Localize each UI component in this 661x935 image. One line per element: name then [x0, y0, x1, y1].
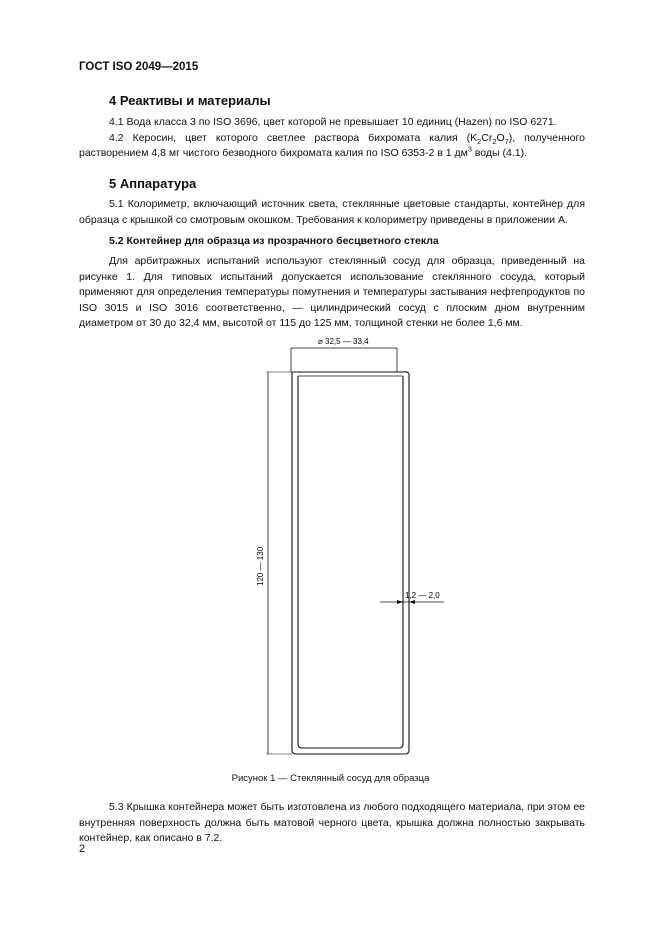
glass-vessel-drawing — [230, 330, 450, 760]
wall-thickness-label: 1,2 — 2,0 — [405, 591, 440, 600]
figure-caption: Рисунок 1 — Стеклянный сосуд для образца — [231, 773, 430, 784]
document-id: ГОСТ ISO 2049—2015 — [79, 61, 199, 73]
vessel-lip — [402, 372, 409, 376]
vessel-outer-wall — [292, 372, 409, 754]
paragraph-5-1: 5.1 Колориметр, включающий источник света, стеклянные цветовые стандарты, контейнер для образца с крышкой со смотровым окошком. Требования к колориметру приведены в приложении А. — [79, 198, 585, 226]
vessel-inner-wall — [298, 376, 403, 748]
wall-arrow-right — [409, 600, 415, 604]
section-5-title: 5 Аппаратура — [109, 176, 197, 191]
paragraph-4-1: 4.1 Вода класса 3 по ISO 3696, цвет которой не превышает 10 единиц (Hazen) по ISO 6271. — [109, 116, 557, 128]
page-number: 2 — [79, 843, 86, 855]
paragraph-5-2: Для арбитражных испытаний используют стеклянный сосуд для образца, приведенный на рисунке 1. Для типовых испытаний допускается использование стеклянного сосуда, который применяют для определения температуры помутнения и температуры застывания нефтепродуктов по ISO 3015 и ISO 3016 соответственно, — цилиндрический сосуд с плоским дном внутренним диаметром от 30 до 32,4 мм, высотой от 115 до 125 мм, толщиной стенки не более 1,6 мм. — [79, 255, 585, 330]
height-label: 120 — 130 — [256, 546, 265, 586]
paragraph-4-2: 4.2 Керосин, цвет которого светлее раствора бихромата калия $(K_2Cr_2O_7)$, полученного растворением 4,8 мг чистого безводного бихромата калия по ISO 6353-2 в 1 $дм^3$ воды (4.1). — [79, 131, 585, 160]
paragraph-5-3: 5.3 Крышка контейнера может быть изготовлена из любого подходящего материала, при этом ее внутренняя поверхность должна быть матовой черного цвета, крышка должна полностью закрывать контейнер, как описано в 7.2. — [79, 801, 585, 845]
section-4-title: 4 Реактивы и материалы — [109, 93, 271, 108]
wall-arrow-left — [397, 600, 403, 604]
section-4-body — [79, 115, 585, 162]
subsection-5-2-title: 5.2 Контейнер для образца из прозрачного бесцветного стекла — [109, 235, 439, 247]
diameter-label: ⌀ 32,5 — 33,4 — [318, 337, 369, 346]
